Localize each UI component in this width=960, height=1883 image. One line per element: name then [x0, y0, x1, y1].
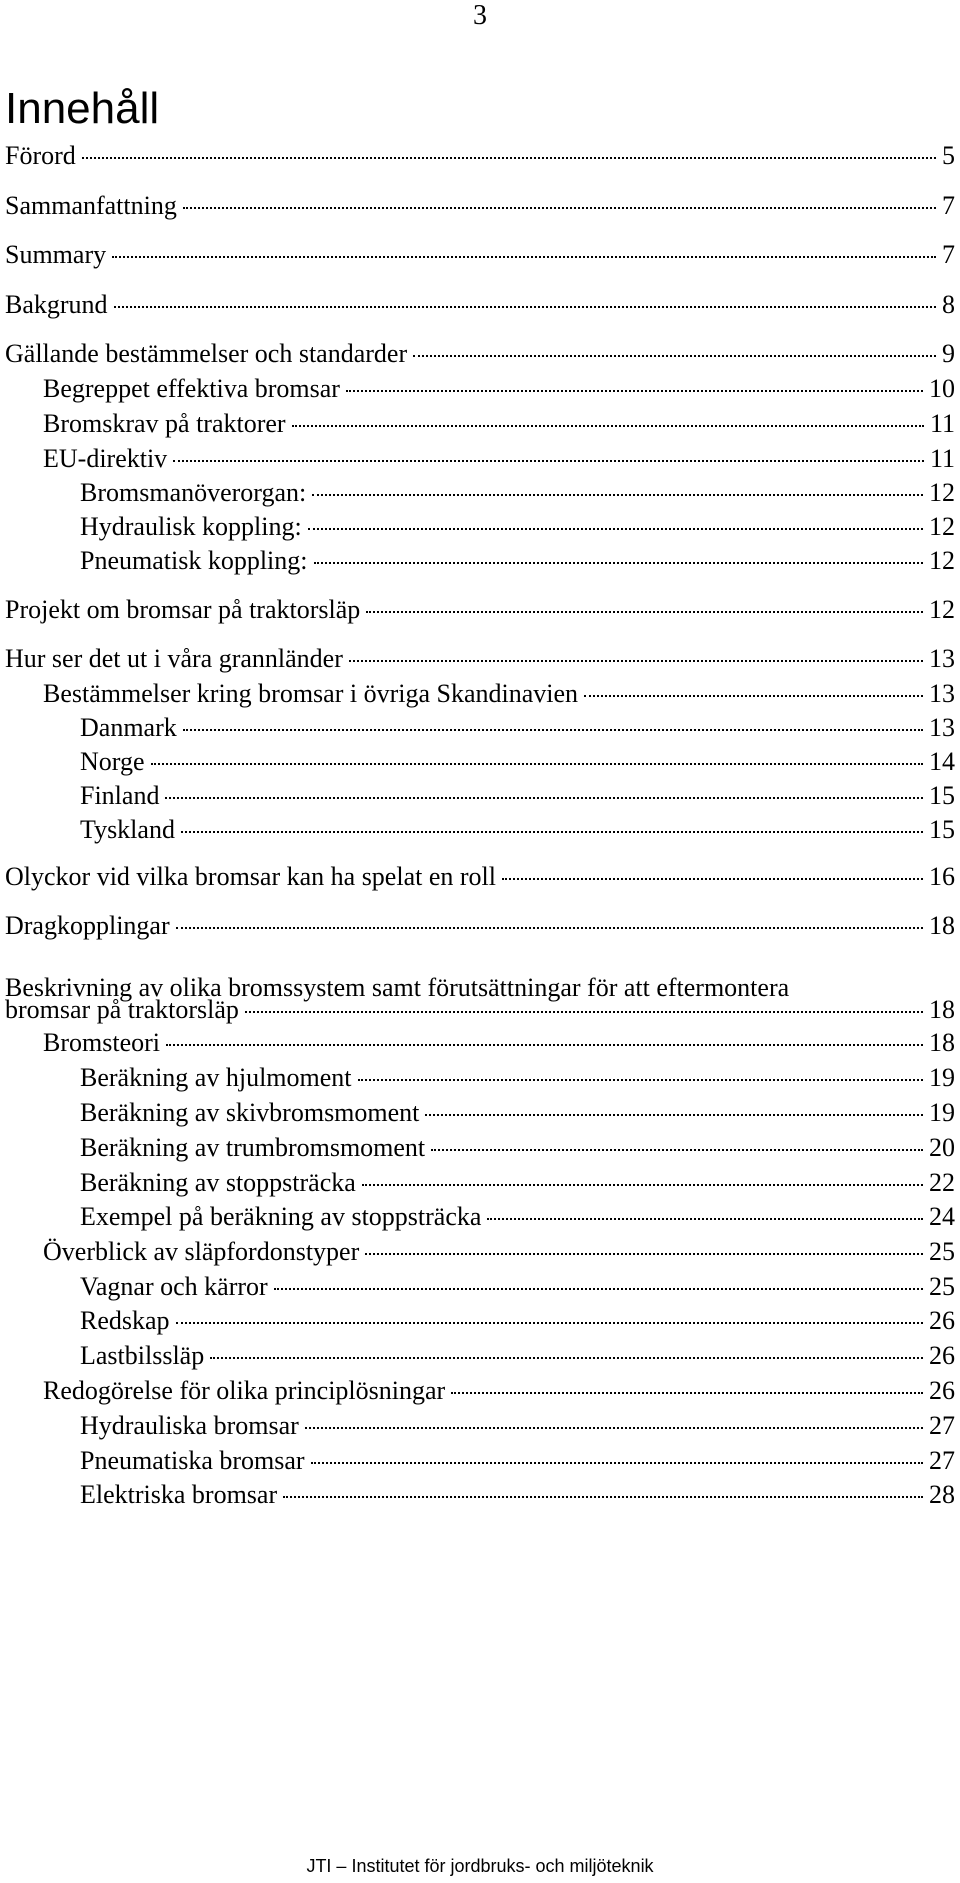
dot-leader [283, 1496, 923, 1498]
dot-leader [151, 763, 923, 765]
toc-entry[interactable] [43, 1236, 955, 1268]
toc-entry-title: Bromsmanöverorgan: [80, 478, 307, 507]
toc-entry-page-number: 12 [929, 512, 955, 541]
toc-entry-page-number: 13 [929, 713, 955, 742]
dot-leader [112, 256, 936, 258]
toc-entry[interactable] [80, 1305, 955, 1337]
toc-entry-page-number: 24 [929, 1202, 955, 1231]
toc-entry[interactable] [5, 140, 955, 172]
toc-entry-page-number: 13 [929, 644, 955, 673]
toc-entry[interactable] [80, 1271, 955, 1303]
dot-leader [312, 494, 923, 496]
toc-entry-title: Hydrauliska bromsar [80, 1411, 299, 1440]
toc-entry-title: Redskap [80, 1306, 170, 1335]
toc-entry-page-number: 5 [942, 141, 955, 170]
toc-entry-page-number: 9 [942, 339, 955, 368]
dot-leader [176, 927, 923, 929]
toc-entry-page-number: 26 [929, 1306, 955, 1335]
toc-entry[interactable] [5, 861, 955, 893]
dot-leader [311, 1462, 923, 1464]
dot-leader [502, 878, 923, 880]
toc-entry[interactable] [43, 678, 955, 710]
toc-entry-page-number: 25 [929, 1272, 955, 1301]
toc-entry-title: Förord [5, 141, 76, 170]
dot-leader [308, 528, 923, 530]
toc-entry[interactable] [80, 1132, 955, 1164]
toc-entry-title: Exempel på beräkning av stoppsträcka [80, 1202, 482, 1231]
toc-entry-title: Olyckor vid vilka bromsar kan ha spelat en roll [5, 862, 496, 891]
toc-entry-page-number: 12 [929, 478, 955, 507]
dot-leader [425, 1114, 923, 1116]
page-number: 3 [473, 0, 487, 31]
dot-leader [114, 306, 936, 308]
toc-entry-page-number: 27 [929, 1411, 955, 1440]
toc-entry-page-number: 8 [942, 290, 955, 319]
toc-entry-text-first-line: Beskrivning av olika bromssystem samt förutsättningar för att eftermontera [5, 973, 790, 1002]
toc-entry-title: Finland [80, 781, 160, 810]
toc-entry-title: Vagnar och kärror [80, 1272, 268, 1301]
dot-leader [173, 460, 924, 462]
dot-leader [584, 695, 923, 697]
toc-entry-page-number: 18 [929, 1028, 955, 1057]
toc-entry-page-number: 11 [929, 409, 955, 438]
toc-entry-title: Beräkning av trumbromsmoment [80, 1133, 426, 1162]
toc-entry[interactable] [80, 1097, 955, 1129]
dot-leader [165, 797, 923, 799]
toc-entry-title: Danmark [80, 713, 177, 742]
toc-entry[interactable] [80, 1410, 955, 1442]
dot-leader [166, 1044, 923, 1046]
dot-leader [82, 157, 936, 159]
toc-entry-title: EU-direktiv [43, 444, 168, 473]
toc-entry-title: Projekt om bromsar på traktorsläp [5, 595, 361, 624]
toc-entry-title: Summary [5, 240, 107, 269]
dot-leader [183, 207, 936, 209]
toc-entry[interactable] [80, 814, 955, 846]
toc-entry-page-number: 7 [942, 240, 955, 269]
toc-entry-title: Hydraulisk koppling: [80, 512, 302, 541]
page-footer: JTI – Institutet för jordbruks- och miljöteknik [306, 1856, 654, 1876]
dot-leader [487, 1218, 923, 1220]
toc-entry[interactable] [5, 239, 955, 271]
toc-entry-title: Pneumatisk koppling: [80, 546, 308, 575]
dot-leader [181, 831, 923, 833]
toc-entry[interactable] [80, 746, 955, 778]
toc-entry-page-number: 11 [929, 444, 955, 473]
toc-entry-title: Överblick av släpfordonstyper [43, 1237, 360, 1266]
dot-leader [362, 1184, 923, 1186]
toc-entry-title: bromsar på traktorsläp [5, 995, 239, 1024]
dot-leader [245, 1011, 923, 1013]
toc-entry-title: Redogörelse för olika principlösningar [43, 1376, 446, 1405]
dot-leader [451, 1392, 923, 1394]
toc-entry-page-number: 12 [929, 546, 955, 575]
toc-entry-page-number: 18 [929, 995, 955, 1024]
toc-entry-page-number: 25 [929, 1237, 955, 1266]
toc-entry-title: Beräkning av hjulmoment [80, 1063, 352, 1092]
dot-leader [176, 1322, 923, 1324]
toc-entry-title: Bestämmelser kring bromsar i övriga Skandinavien [43, 679, 579, 708]
dot-leader [314, 562, 924, 564]
toc-entry[interactable] [5, 994, 955, 1026]
toc-entry-page-number: 15 [929, 781, 955, 810]
toc-entry-page-number: 15 [929, 815, 955, 844]
dot-leader [274, 1288, 923, 1290]
toc-entry[interactable] [80, 545, 955, 577]
toc-entry-page-number: 20 [929, 1133, 955, 1162]
toc-entry[interactable] [43, 1027, 955, 1059]
toc-entry[interactable] [80, 1340, 955, 1372]
toc-entry-title: Norge [80, 747, 145, 776]
toc-entry-page-number: 26 [929, 1341, 955, 1370]
toc-entry-title: Beräkning av stoppsträcka [80, 1168, 356, 1197]
toc-entry-page-number: 14 [929, 747, 955, 776]
toc-entry[interactable] [5, 338, 955, 370]
toc-entry-page-number: 13 [929, 679, 955, 708]
toc-entry[interactable] [5, 643, 955, 675]
toc-entry-title: Sammanfattning [5, 191, 177, 220]
toc-entry-title: Pneumatiska bromsar [80, 1446, 305, 1475]
toc-entry-page-number: 19 [929, 1063, 955, 1092]
dot-leader [365, 1253, 923, 1255]
toc-entry-title: Bromskrav på traktorer [43, 409, 286, 438]
toc-entry-title: Gällande bestämmelser och standarder [5, 339, 408, 368]
toc-entry-page-number: 22 [929, 1168, 955, 1197]
dot-leader [305, 1427, 923, 1429]
toc-entry-title: Dragkopplingar [5, 911, 170, 940]
toc-entry-title: Tyskland [80, 815, 175, 844]
toc-entry-page-number: 7 [942, 191, 955, 220]
toc-entry-title: Hur ser det ut i våra grannländer [5, 644, 343, 673]
page-title: Innehåll [5, 84, 160, 133]
toc-entry-title: Elektriska bromsar [80, 1480, 278, 1509]
dot-leader [431, 1149, 923, 1151]
dot-leader [183, 729, 923, 731]
dot-leader [210, 1357, 923, 1359]
toc-entry-page-number: 28 [929, 1480, 955, 1509]
toc-entry[interactable] [5, 289, 955, 321]
toc-entry[interactable] [80, 1479, 955, 1511]
toc-entry[interactable] [80, 1167, 955, 1199]
toc-entry-title: Begreppet effektiva bromsar [43, 374, 340, 403]
toc-entry[interactable] [5, 910, 955, 942]
dot-leader [292, 425, 924, 427]
toc-entry-title: Bromsteori [43, 1028, 160, 1057]
toc-entry[interactable] [80, 511, 955, 543]
toc-entry[interactable] [80, 780, 955, 812]
toc-entry-page-number: 26 [929, 1376, 955, 1405]
dot-leader [349, 660, 923, 662]
toc-entry-page-number: 19 [929, 1098, 955, 1127]
toc-entry[interactable] [5, 594, 955, 626]
dot-leader [366, 611, 923, 613]
toc-entry-title: Lastbilssläp [80, 1341, 205, 1370]
toc-entry-title: Beräkning av skivbromsmoment [80, 1098, 420, 1127]
toc-entry-title: Bakgrund [5, 290, 108, 319]
toc-entry[interactable] [80, 1445, 955, 1477]
toc-entry[interactable] [43, 443, 955, 475]
toc-entry[interactable] [43, 408, 955, 440]
toc-entry[interactable] [43, 1375, 955, 1407]
dot-leader [358, 1079, 923, 1081]
toc-entry-page-number: 27 [929, 1446, 955, 1475]
toc-entry[interactable] [80, 1062, 955, 1094]
toc-entry[interactable] [80, 712, 955, 744]
toc-entry[interactable] [43, 373, 955, 405]
toc-entry-page-number: 16 [929, 862, 955, 891]
toc-entry-page-number: 10 [929, 374, 955, 403]
dot-leader [346, 390, 923, 392]
dot-leader [413, 355, 936, 357]
toc-entry[interactable] [5, 190, 955, 222]
toc-entry[interactable] [80, 477, 955, 509]
toc-entry-page-number: 12 [929, 595, 955, 624]
toc-entry-page-number: 18 [929, 911, 955, 940]
toc-entry[interactable] [80, 1201, 955, 1233]
